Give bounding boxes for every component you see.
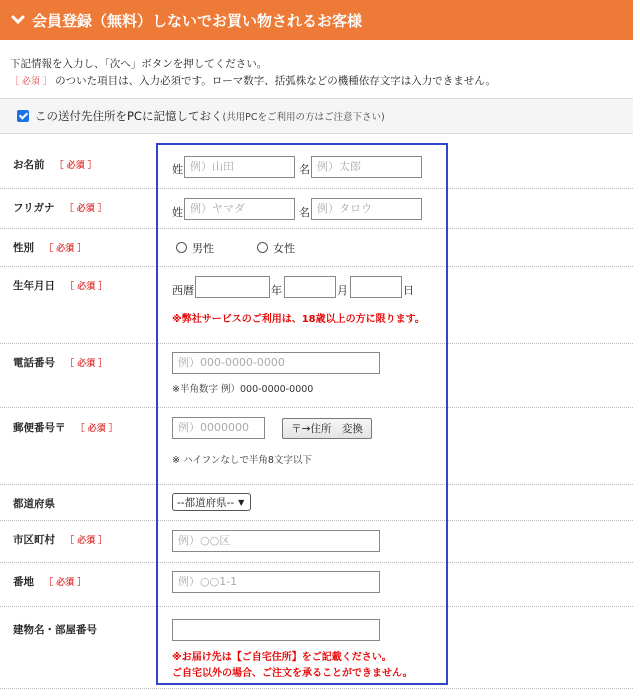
required-badge: ［ 必須 ］ xyxy=(75,424,118,434)
building-input[interactable] xyxy=(172,619,380,641)
phone-row xyxy=(0,343,633,408)
zip-hint: ※ ハイフンなしで半角8文字以下 xyxy=(172,455,312,466)
era-label: 西暦 xyxy=(172,284,194,297)
intro-text xyxy=(10,56,496,91)
prefecture-select[interactable]: --都道府県-- ▼ xyxy=(172,493,251,511)
required-badge: ［ 必須 ］ xyxy=(65,282,108,292)
section-title: 会員登録（無料）しないでお買い物されるお客様 xyxy=(32,11,363,30)
required-badge: ［ 必須 ］ xyxy=(10,77,52,87)
required-badge: ［ 必須 ］ xyxy=(44,578,87,588)
birthday-row xyxy=(0,266,633,344)
required-badge: ［ 必須 ］ xyxy=(44,244,87,254)
prefecture-row xyxy=(0,484,633,521)
age-notice: ※弊社サービスのご利用は、18歳以上の方に限ります。 xyxy=(172,314,425,325)
address-label: 番地 ［ 必須 ］ xyxy=(13,576,87,588)
gender-male-option[interactable]: 男性 xyxy=(176,240,214,256)
zip-convert-button[interactable]: 〒→住所 変換 xyxy=(282,418,372,439)
required-badge: ［ 必須 ］ xyxy=(54,161,97,171)
intro-line-2 xyxy=(10,73,496,91)
phone-input[interactable]: 例）000-0000-0000 xyxy=(172,352,380,374)
gender-label: 性別 ［ 必須 ］ xyxy=(13,242,87,254)
birthday-label: 生年月日 ［ 必須 ］ xyxy=(13,280,108,292)
remember-checkbox[interactable] xyxy=(17,110,29,122)
gender-row xyxy=(0,228,633,267)
remember-note: (共用PCをご利用の方はご注意下さい) xyxy=(222,112,385,123)
month-unit: 月 xyxy=(337,284,348,297)
kana-label: フリガナ ［ 必須 ］ xyxy=(13,202,107,214)
divider xyxy=(0,688,633,689)
gender-female-option[interactable]: 女性 xyxy=(257,240,295,256)
zip-input[interactable]: 例）0000000 xyxy=(172,417,265,439)
city-input[interactable]: 例）○○区 xyxy=(172,530,380,552)
name-label: お名前 ［ 必須 ］ xyxy=(13,159,97,171)
address-row xyxy=(0,562,633,607)
year-unit: 年 xyxy=(271,284,282,297)
first-name-input[interactable]: 例）太郎 xyxy=(311,156,422,178)
birth-month-input[interactable] xyxy=(284,276,336,298)
intro-line-2-text: のついた項目は、入力必須です。ローマ数字、括弧株などの機種依存文字は入力できません。 xyxy=(51,75,496,87)
phone-hint: ※半角数字 例）000-0000-0000 xyxy=(172,384,314,395)
birth-year-input[interactable] xyxy=(195,276,270,298)
day-unit: 日 xyxy=(403,284,414,297)
building-row xyxy=(0,606,633,688)
chevron-down-icon xyxy=(10,12,26,28)
prefecture-label: 都道府県 xyxy=(13,498,55,510)
phone-label: 電話番号 ［ 必須 ］ xyxy=(13,357,108,369)
address-input[interactable]: 例）○○1-1 xyxy=(172,571,380,593)
kana-sei-prefix: 姓 xyxy=(172,206,183,219)
kana-mei-prefix: 名 xyxy=(299,206,310,219)
mei-prefix: 名 xyxy=(299,163,310,176)
city-row xyxy=(0,520,633,563)
zip-label: 郵便番号〒 ［ 必須 ］ xyxy=(13,422,118,434)
birth-day-input[interactable] xyxy=(350,276,402,298)
delivery-notice-1: ※お届け先は【ご自宅住所】をご記載ください。 xyxy=(172,652,392,663)
radio-male[interactable] xyxy=(176,242,187,253)
zip-row xyxy=(0,407,633,485)
section-header xyxy=(0,0,633,40)
required-badge: ［ 必須 ］ xyxy=(65,359,108,369)
intro-line-1: 下記情報を入力し、「次へ」ボタンを押してください。 xyxy=(10,58,268,70)
building-label: 建物名・部屋番号 xyxy=(13,624,97,636)
city-label: 市区町村 ［ 必須 ］ xyxy=(13,534,108,546)
last-name-kana-input[interactable]: 例）ヤマダ xyxy=(184,198,295,220)
kana-row xyxy=(0,188,633,229)
sei-prefix: 姓 xyxy=(172,163,183,176)
required-badge: ［ 必須 ］ xyxy=(65,536,108,546)
remember-label[interactable]: この送付先住所をPCに記憶しておく xyxy=(35,109,223,123)
remember-address-option[interactable] xyxy=(0,98,633,134)
required-badge: ［ 必須 ］ xyxy=(64,204,107,214)
name-row xyxy=(0,133,633,189)
last-name-input[interactable]: 例）山田 xyxy=(184,156,295,178)
chevron-down-icon: ▼ xyxy=(238,497,245,507)
delivery-notice-2: ご自宅以外の場合、ご注文を承ることができません。 xyxy=(172,668,413,679)
radio-female[interactable] xyxy=(257,242,268,253)
first-name-kana-input[interactable]: 例）タロウ xyxy=(311,198,422,220)
